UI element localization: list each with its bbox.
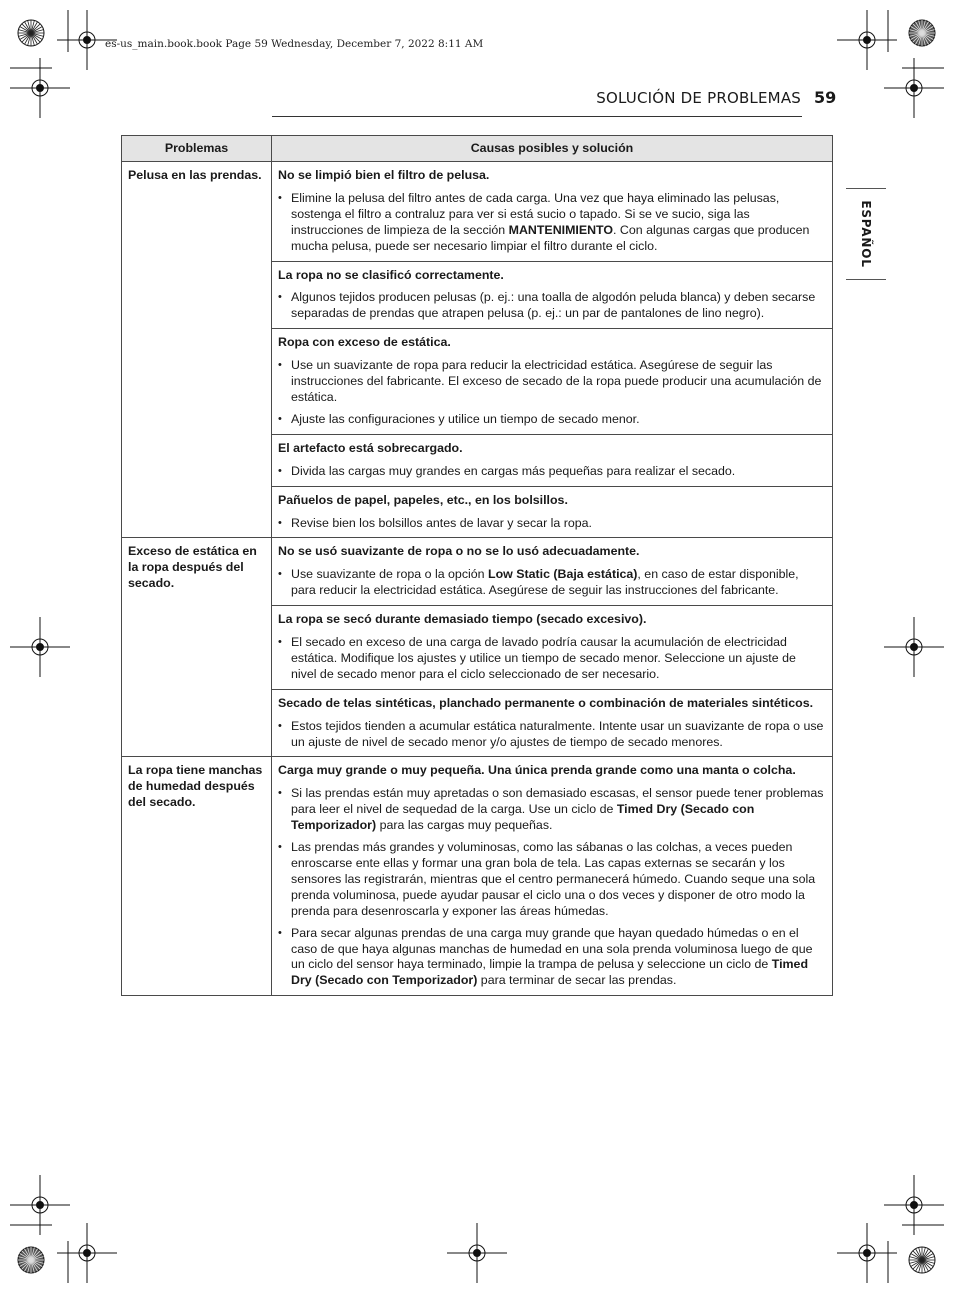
solution-text: . Con algunas cargas que producen mucha pelusa, puede ser necesario limpiar el filtro durante el ciclo. — [291, 222, 810, 253]
cause-cell — [272, 261, 833, 329]
solution-item — [278, 412, 824, 428]
solution-text: Divida las cargas muy grandes en cargas más pequeñas para realizar el secado. — [291, 463, 736, 478]
solution-text: Ajuste las configuraciones y utilice un tiempo de secado menor. — [291, 411, 640, 426]
cause-cell — [272, 486, 833, 538]
solution-text: El secado en exceso de una carga de lavado podría causar la acumulación de electricidad estática. Modifique los ajustes y utilice un tiempo de secado menor. Seleccione un ajuste de nivel de secado menor para el ciclo seleccionado de ser necesario. — [291, 635, 796, 681]
cause-cell — [272, 434, 833, 486]
cause-title: La ropa no se clasificó correctamente. — [278, 267, 504, 282]
crosshair-mark — [906, 80, 922, 96]
cause-title: La ropa se secó durante demasiado tiempo (secado excesivo). — [278, 612, 647, 627]
crosshair-mark — [79, 1245, 95, 1261]
crosshair-mark — [32, 80, 48, 96]
solution-item — [278, 516, 824, 532]
solution-item — [278, 926, 824, 990]
solution-item — [278, 567, 824, 599]
solution-text: Use un suavizante de ropa para reducir la electricidad estática. Asegúrese de seguir las instrucciones del fabricante. El exceso de secado de la ropa puede producir una acumulación de estática. — [291, 358, 822, 404]
table-row — [122, 162, 833, 262]
solution-text: Las prendas más grandes y voluminosas, como las sábanas o las colchas, a veces pueden enroscarse ente ellas y formar una gran bola de tela. Las capas externas se secarán y los sensores las registrarán, mientras que el centro permanecerá húmedo. Cuando seque una sola prenda voluminosa, puede ayudar pausar el ciclo una o dos veces y disponer de otro modo la prenda para desenroscarla y exponer las áreas húmedas. — [291, 840, 816, 918]
solution-item — [278, 464, 824, 480]
solution-item — [278, 191, 824, 255]
bold-term: MANTENIMIENTO — [508, 222, 614, 237]
solution-text: Use suavizante de ropa o la opción — [291, 567, 488, 582]
crosshair-mark — [79, 32, 95, 48]
solution-list — [278, 786, 824, 989]
registration-star-mark — [18, 20, 44, 46]
language-tab — [846, 188, 886, 280]
cause-title: No se usó suavizante de ropa o no se lo usó adecuadamente. — [278, 544, 640, 559]
cause-title: El artefacto está sobrecargado. — [278, 440, 463, 455]
crosshair-mark — [859, 1245, 875, 1261]
solution-list — [278, 567, 824, 599]
print-info: es-us_main.book.book Page 59 Wednesday, December 7, 2022 8:11 AM — [105, 38, 484, 50]
table-body — [122, 162, 833, 996]
solution-text: Revise bien los bolsillos antes de lavar y secar la ropa. — [291, 515, 592, 530]
solution-list — [278, 358, 824, 428]
cause-title: Ropa con exceso de estática. — [278, 335, 451, 350]
crosshair-mark — [32, 639, 48, 655]
column-header-causes: Causas posibles y solución — [272, 136, 833, 162]
crosshair-mark — [32, 1197, 48, 1213]
solution-item — [278, 786, 824, 834]
crosshair-mark — [469, 1245, 485, 1261]
cause-cell — [272, 538, 833, 606]
cause-title: Carga muy grande o muy pequeña. Una única prenda grande como una manta o colcha. — [278, 763, 796, 778]
solution-item — [278, 635, 824, 683]
solution-list — [278, 516, 824, 532]
registration-star-mark — [909, 20, 935, 46]
bold-term: Low Static (Baja estática) — [488, 567, 638, 582]
solution-text: Para secar algunas prendas de una carga muy grande que hayan quedado húmedas o en el caso de que haya algunas manchas de humedad en una sola prenda voluminosa luego de que un ciclo del sensor haya terminado, limpie la trampa de pelusa y seleccione un ciclo de — [291, 925, 813, 972]
table-row — [122, 757, 833, 996]
table-row — [122, 538, 833, 606]
solution-list — [278, 290, 824, 322]
solution-text: para terminar de secar las prendas. — [477, 973, 677, 988]
solution-list — [278, 719, 824, 751]
cause-cell — [272, 162, 833, 262]
table-header-row — [122, 136, 833, 162]
header-rule — [272, 116, 802, 117]
cause-title: Secado de telas sintéticas, planchado permanente o combinación de materiales sintéticos. — [278, 695, 814, 710]
solution-text: Elimine la pelusa del filtro antes de cada carga. Una vez que haya eliminado las pelusas, sostenga el filtro a contraluz para ver si está sucio o tapado. Si se ve sucio, siga las instrucciones de limpieza de la sección — [291, 190, 780, 237]
cause-cell — [272, 606, 833, 690]
solution-text: Algunos tejidos producen pelusas (p. ej.: una toalla de algodón peluda blanca) y deben secarse separadas de prendas que atrapen pelusa (p. ej.: un par de pantalones de lino negro). — [291, 290, 816, 321]
solution-item — [278, 719, 824, 751]
section-title: SOLUCIÓN DE PROBLEMAS — [596, 89, 801, 107]
crosshair-mark — [906, 639, 922, 655]
cause-title: No se limpió bien el filtro de pelusa. — [278, 168, 490, 182]
registration-star-mark — [909, 1247, 935, 1273]
troubleshooting-table — [121, 135, 833, 996]
bold-term: Timed Dry (Secado con Temporizador) — [291, 957, 809, 988]
cause-cell — [272, 757, 833, 996]
solution-text: , en caso de estar disponible, para reducir la electricidad estática. Asegúrese de seguir las instrucciones del fabricante. — [291, 567, 799, 598]
registration-star-mark — [18, 1247, 44, 1273]
problem-cell: La ropa tiene manchas de humedad después del secado. — [122, 757, 272, 996]
solution-item — [278, 358, 824, 406]
problem-cell: Pelusa en las prendas. — [122, 162, 272, 538]
cause-cell — [272, 329, 833, 435]
column-header-problems: Problemas — [122, 136, 272, 162]
crosshair-mark — [906, 1197, 922, 1213]
language-tab-label: ESPAÑOL — [859, 200, 873, 268]
solution-text: para las cargas muy pequeñas. — [376, 818, 553, 833]
cause-cell — [272, 689, 833, 757]
solution-item — [278, 290, 824, 322]
solution-list — [278, 464, 824, 480]
bold-term: Timed Dry (Secado con Temporizador) — [291, 802, 755, 833]
problem-cell: Exceso de estática en la ropa después del secado. — [122, 538, 272, 757]
cause-title: Pañuelos de papel, papeles, etc., en los bolsillos. — [278, 492, 568, 507]
solution-text: Si las prendas están muy apretadas o son demasiado escasas, el sensor puede tener problemas para leer el nivel de sequedad de la carga. Use un ciclo de — [291, 786, 824, 817]
solution-text: Estos tejidos tienden a acumular estática naturalmente. Intente usar un suavizante de ropa o use un ajuste de nivel de secado menor y/o ajustes de tiempo de secado menores. — [291, 718, 824, 749]
page-number: 59 — [814, 88, 837, 107]
solution-list — [278, 191, 824, 255]
solution-list — [278, 635, 824, 683]
solution-item — [278, 840, 824, 920]
crosshair-mark — [859, 32, 875, 48]
